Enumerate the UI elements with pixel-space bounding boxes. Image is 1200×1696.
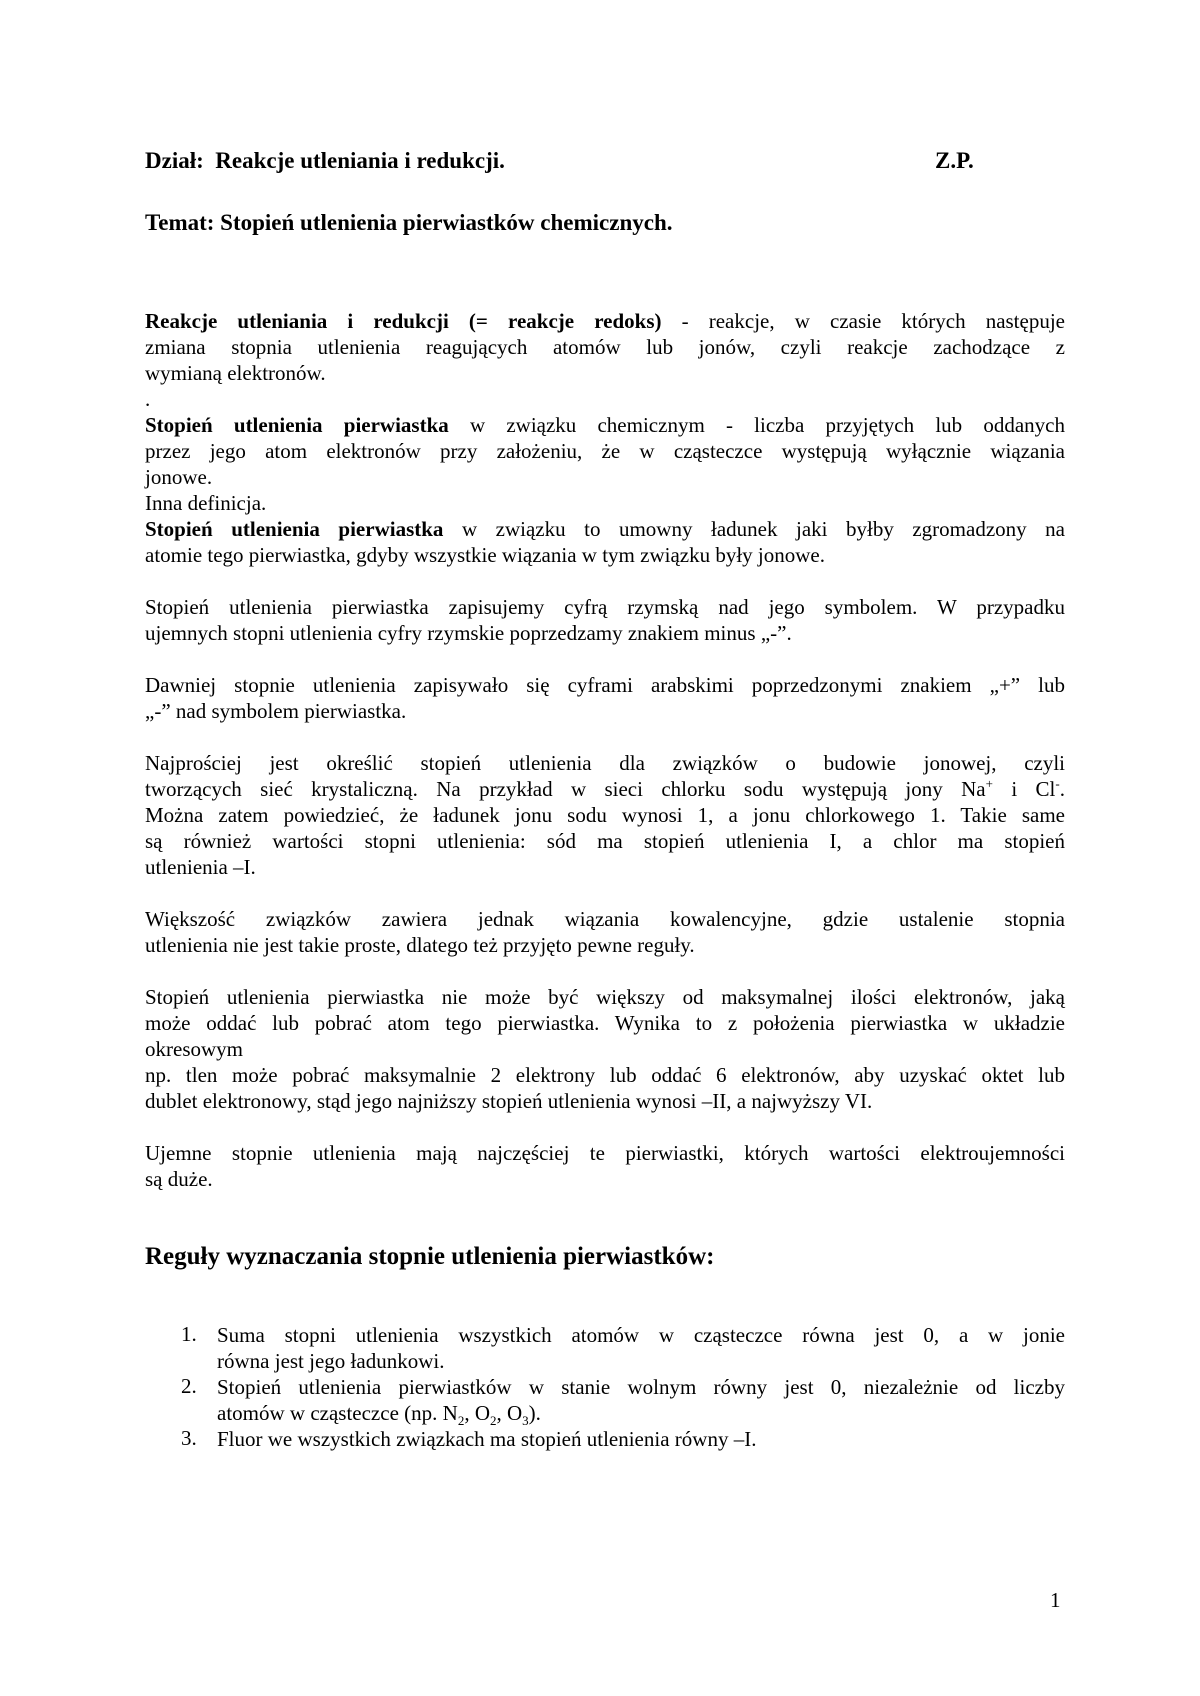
p8-line-3: okresowym [145, 1037, 243, 1061]
p6-line-1: Najprościej jest określić stopień utlenienia dla związków o budowie jonowej, czyli [145, 751, 1065, 775]
p2-line-4: Inna definicja. [145, 491, 267, 515]
p2-line-1 [145, 412, 1065, 438]
formula-text-b: , O [464, 1401, 490, 1425]
p5-line-1: Dawniej stopnie utlenienia zapisywało się cyframi arabskimi poprzedzonymi znakiem „+” lub [145, 673, 1065, 697]
formula-text-d: ). [528, 1401, 541, 1425]
list-item-number: 3. [181, 1426, 197, 1450]
rules-heading: Reguły wyznaczania stopnie utlenienia pierwiastków: [145, 1243, 715, 1270]
p1-line-1 [145, 308, 1065, 334]
subscript-n2: 2 [457, 1413, 465, 1429]
p2-line-1-rest: w związku chemicznym - liczba przyjętych lub oddanych [448, 413, 1065, 437]
list-item-line-1: Suma stopni utlenienia wszystkich atomów w cząsteczce równa jest 0, a w jonie [217, 1323, 1065, 1347]
p1-line-2: zmiana stopnia utlenienia reagujących atomów lub jonów, czyli reakcje zachodzące z [145, 335, 1065, 359]
p1-line-1-rest: - reakcje, w czasie których następuje [661, 309, 1065, 333]
p7-line-2: utlenienia nie jest takie proste, dlatego też przyjęto pewne reguły. [145, 933, 695, 957]
list-item-number: 2. [181, 1374, 197, 1398]
p7-line-1: Większość związków zawiera jednak wiązania kowalencyjne, gdzie ustalenie stopnia [145, 907, 1065, 931]
p6-line-2-c: . [1059, 777, 1065, 801]
formula-text-c: , O [496, 1401, 523, 1425]
p2-line-3: jonowe. [145, 465, 213, 489]
stray-dot: . [145, 387, 151, 411]
page-number: 1 [1050, 1588, 1061, 1612]
p3-line-2: atomie tego pierwiastka, gdyby wszystkie wiązania w tym związku były jonowe. [145, 543, 825, 567]
list-item-line-2: równa jest jego ładunkowi. [217, 1349, 445, 1373]
p8-line-5: dublet elektronowy, stąd jego najniższy stopień utlenienia wynosi –II, a najwyższy VI. [145, 1089, 873, 1113]
p4-line-1: Stopień utlenienia pierwiastka zapisujemy cyfrą rzymską nad jego symbolem. W przypadku [145, 595, 1065, 619]
p6-line-3: Można zatem powiedzieć, że ładunek jonu sodu wynosi 1, a jonu chlorkowego 1. Takie same [145, 803, 1065, 827]
p9-line-1: Ujemne stopnie utlenienia mają najczęściej te pierwiastki, których wartości elektroujemności [145, 1141, 1065, 1165]
topic-title: Temat: Stopień utlenienia pierwiastków chemicznych. [145, 210, 673, 235]
list-item-number: 1. [181, 1322, 197, 1346]
subscript-o3: 3 [522, 1413, 529, 1429]
sodium-charge: + [985, 776, 993, 791]
p3-line-1 [145, 516, 1065, 542]
subscript-o2: 2 [489, 1413, 497, 1429]
p6-line-2-b: i Cl [992, 777, 1056, 801]
formula-text-a: atomów w cząsteczce (np. N [217, 1401, 458, 1425]
p2-line-2: przez jego atom elektronów przy założeniu, że w cząsteczce występują wyłącznie wiązania [145, 439, 1065, 463]
p6-line-4: są również wartości stopni utlenienia: sód ma stopień utlenienia I, a chlor ma stopień [145, 829, 1065, 853]
p9-line-2: są duże. [145, 1167, 213, 1191]
p2-term: Stopień utlenienia pierwiastka [145, 413, 449, 437]
p1-term: Reakcje utleniania i redukcji (= reakcje redoks) [145, 309, 662, 333]
chloride-charge: - [1055, 776, 1060, 791]
list-item-line-2 [217, 1400, 541, 1429]
p6-line-5: utlenienia –I. [145, 855, 256, 879]
list-item-line-1: Stopień utlenienia pierwiastków w stanie wolnym równy jest 0, niezależnie od liczby [217, 1375, 1065, 1399]
section-header [145, 148, 974, 174]
list-item-line-1: Fluor we wszystkich związkach ma stopień utlenienia równy –I. [217, 1427, 757, 1451]
p8-line-4: np. tlen może pobrać maksymalnie 2 elektrony lub oddać 6 elektronów, aby uzyskać oktet lub [145, 1063, 1065, 1087]
p4-line-2: ujemnych stopni utlenienia cyfry rzymskie poprzedzamy znakiem minus „-”. [145, 621, 792, 645]
p6-line-2-a: tworzących sieć krystaliczną. Na przykład w sieci chlorku sodu występują jony Na [145, 777, 986, 801]
p1-line-3: wymianą elektronów. [145, 361, 326, 385]
p8-line-2: może oddać lub pobrać atom tego pierwiastka. Wynika to z położenia pierwiastka w układzie [145, 1011, 1065, 1035]
p8-line-1: Stopień utlenienia pierwiastka nie może być większy od maksymalnej ilości elektronów, jaką [145, 985, 1065, 1009]
author-initials: Z.P. [935, 148, 974, 173]
p3-line-1-rest: w związku to umowny ładunek jaki byłby zgromadzony na [443, 517, 1065, 541]
section-title: Reakcje utleniania i redukcji. [215, 148, 505, 173]
p3-term: Stopień utlenienia pierwiastka [145, 517, 444, 541]
section-label: Dział: [145, 148, 204, 173]
p5-line-2: „-” nad symbolem pierwiastka. [145, 699, 407, 723]
p6-line-2 [145, 776, 1065, 802]
